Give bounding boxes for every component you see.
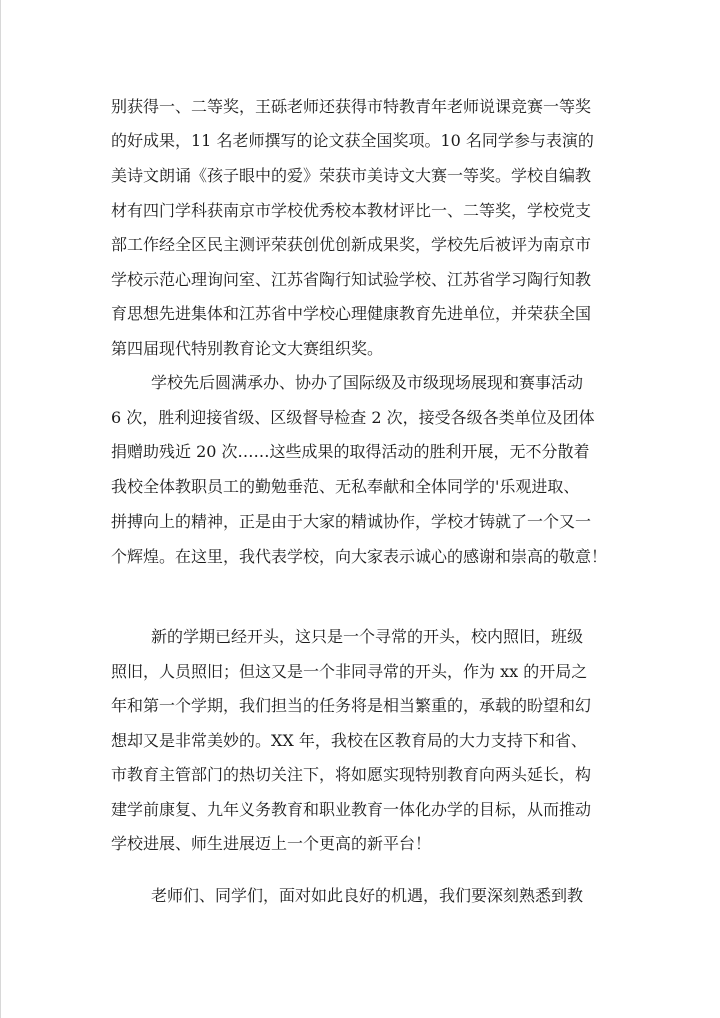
text-line: 我校全体教职员工的勤勉垂范、无私奉献和全体同学的'乐观进取、: [111, 477, 580, 496]
paragraph-first-line: 老师们、同学们，面对如此良好的机遇，我们要深刻熟悉到教: [151, 886, 584, 905]
text-line: 6 次，胜利迎接省级、区级督导检查 2 次，接受各级各类单位及团体: [111, 408, 595, 427]
text-line: 建学前康复、九年义务教育和职业教育一体化办学的目标，从而推动: [111, 800, 592, 819]
text-line: 第四届现代特别教育论文大赛组织奖。: [111, 339, 384, 358]
text-line: 市教育主管部门的热切关注下，将如愿实现特别教育向两头延长，构: [111, 765, 592, 784]
text-line: 学校示范心理询问室、江苏省陶行知试验学校、江苏省学习陶行知教: [111, 270, 592, 289]
text-line: 学校进展、师生进展迈上一个更高的新平台！: [111, 834, 432, 853]
text-line: 美诗文朗诵《孩子眼中的爱》荣获市美诗文大赛一等奖。学校自编教: [111, 166, 592, 185]
text-line: 拼搏向上的精神，正是由于大家的精诚协作，学校才铸就了一个又一: [111, 512, 592, 531]
text-line: 的好成果，11 名老师撰写的论文获全国奖项。10 名同学参与表演的: [111, 131, 594, 150]
paragraph-first-line: 学校先后圆满承办、协办了国际级及市级现场展现和赛事活动: [151, 373, 584, 392]
text-line: 部工作经全区民主测评荣获创优创新成果奖，学校先后被评为南京市: [111, 235, 592, 254]
text-line: 育思想先进集体和江苏省中学校心理健康教育先进单位，并荣获全国: [111, 304, 592, 323]
text-line: 照旧，人员照旧；但这又是一个非同寻常的开头，作为 xx 的开局之: [111, 662, 588, 681]
text-line: 年和第一个学期，我们担当的任务将是相当繁重的，承载的盼望和幻: [111, 696, 592, 715]
paragraph-first-line: 新的学期已经开头，这只是一个寻常的开头，校内照旧，班级: [151, 627, 584, 646]
text-line: 个辉煌。在这里，我代表学校，向大家表示诚心的感谢和崇高的敬意！: [111, 547, 608, 566]
text-line: 别获得一、二等奖，王砾老师还获得市特教青年老师说课竞赛一等奖: [111, 97, 592, 116]
text-line: 材有四门学科获南京市学校优秀校本教材评比一、二等奖，学校党支: [111, 201, 592, 220]
text-line: 想却又是非常美妙的。XX 年，我校在区教育局的大力支持下和省、: [111, 731, 587, 750]
text-line: 捐赠助残近 20 次……这些成果的取得活动的胜利开展，无不分散着: [111, 442, 590, 461]
